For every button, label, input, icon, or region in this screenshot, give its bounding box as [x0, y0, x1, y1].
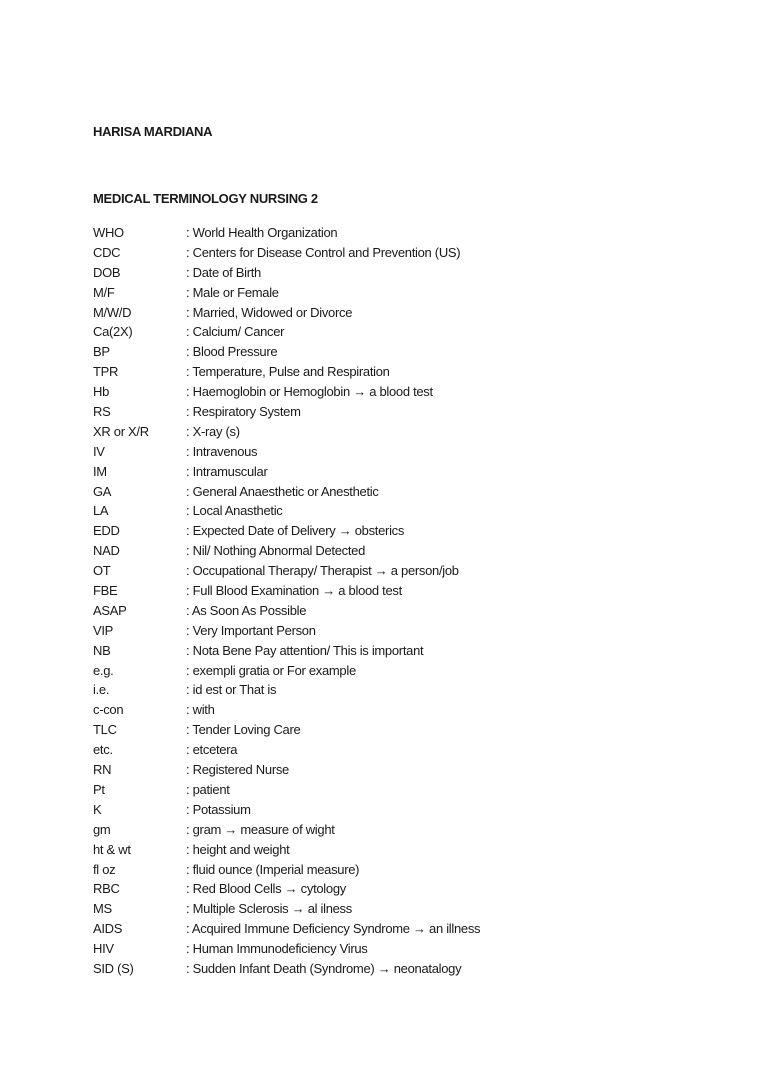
term-abbreviation: DOB — [93, 264, 121, 280]
term-definition: : Registered Nurse — [186, 762, 289, 778]
term-abbreviation: IM — [93, 463, 107, 479]
term-definition: : height and weight — [186, 841, 290, 857]
term-row — [93, 442, 733, 462]
term-abbreviation: TLC — [93, 722, 117, 738]
term-row — [93, 422, 733, 442]
term-definition: : etcetera — [186, 742, 238, 758]
term-abbreviation: WHO — [93, 225, 124, 240]
term-row — [93, 800, 733, 820]
term-row — [93, 541, 733, 561]
term-row — [93, 820, 733, 840]
term-abbreviation: EDD — [93, 523, 120, 539]
author-name: HARISA MARDIANA — [93, 124, 213, 139]
term-definition: : X-ray (s) — [186, 423, 240, 439]
term-abbreviation: ASAP — [93, 602, 127, 618]
term-abbreviation: M/F — [93, 284, 115, 300]
term-abbreviation: MS — [93, 901, 112, 917]
term-row — [93, 899, 733, 919]
term-row — [93, 303, 733, 323]
term-definition: : Potassium — [186, 801, 251, 817]
term-definition: : Acquired Immune Deficiency Syndrome → an illness — [186, 921, 481, 937]
term-row — [93, 959, 733, 979]
term-abbreviation: Pt — [93, 781, 105, 797]
term-row — [93, 283, 733, 303]
term-abbreviation: RN — [93, 762, 112, 778]
term-definition: : Sudden Infant Death (Syndrome) → neonatalogy — [186, 960, 462, 976]
term-definition: : Full Blood Examination → a blood test — [186, 583, 402, 599]
term-row — [93, 740, 733, 760]
term-abbreviation: Ca(2X) — [93, 324, 133, 340]
term-definition: : fluid ounce (Imperial measure) — [186, 861, 360, 877]
term-abbreviation: RS — [93, 404, 111, 420]
term-definition: : Married, Widowed or Divorce — [186, 304, 353, 320]
term-abbreviation: fl oz — [93, 861, 116, 877]
term-row — [93, 382, 733, 402]
term-row — [93, 501, 733, 521]
term-row — [93, 342, 733, 362]
term-abbreviation: OT — [93, 563, 111, 579]
term-definition: : Very Important Person — [186, 622, 316, 638]
term-row — [93, 243, 733, 263]
term-abbreviation: BP — [93, 344, 110, 360]
term-abbreviation: HIV — [93, 941, 114, 957]
term-definition: : with — [186, 702, 215, 718]
term-abbreviation: CDC — [93, 244, 121, 260]
term-definition: : Temperature, Pulse and Respiration — [186, 364, 390, 380]
term-row — [93, 402, 733, 422]
term-row — [93, 621, 733, 641]
term-row — [93, 581, 733, 601]
term-row — [93, 700, 733, 720]
term-row — [93, 760, 733, 780]
term-definition: : Haemoglobin or Hemoglobin → a blood test — [186, 384, 433, 400]
term-definition: : Nil/ Nothing Abnormal Detected — [186, 543, 365, 559]
term-abbreviation: e.g. — [93, 662, 114, 678]
term-abbreviation: i.e. — [93, 682, 110, 698]
term-row — [93, 680, 733, 700]
term-abbreviation: XR or X/R — [93, 423, 149, 439]
term-row — [93, 860, 733, 880]
term-row — [93, 521, 733, 541]
term-abbreviation: gm — [93, 821, 111, 837]
term-definition: : Multiple Sclerosis → al ilness — [186, 901, 352, 917]
term-row — [93, 322, 733, 342]
term-definition: : gram → measure of wight — [186, 821, 335, 837]
term-row — [93, 223, 733, 243]
term-abbreviation: Hb — [93, 384, 110, 400]
term-abbreviation: SID (S) — [93, 960, 134, 976]
term-abbreviation: K — [93, 801, 102, 817]
term-definition: : id est or That is — [186, 682, 277, 698]
term-definition: : Blood Pressure — [186, 344, 278, 360]
term-abbreviation: FBE — [93, 583, 118, 599]
document-title: MEDICAL TERMINOLOGY NURSING 2 — [93, 191, 318, 206]
term-row — [93, 661, 733, 681]
term-definition: : Red Blood Cells → cytology — [186, 881, 346, 897]
term-row — [93, 362, 733, 382]
term-definition: : Respiratory System — [186, 404, 301, 420]
term-abbreviation: etc. — [93, 742, 113, 758]
term-abbreviation: GA — [93, 483, 112, 499]
term-abbreviation: ht & wt — [93, 841, 131, 857]
term-definition: : exempli gratia or For example — [186, 662, 356, 678]
term-definition: : Intramuscular — [186, 463, 268, 479]
term-definition: : Calcium/ Cancer — [186, 324, 285, 340]
term-definition: : Nota Bene Pay attention/ This is important — [186, 642, 424, 658]
term-abbreviation: M/W/D — [93, 304, 132, 320]
term-row — [93, 482, 733, 502]
term-definition: : Human Immunodeficiency Virus — [186, 941, 368, 957]
term-abbreviation: LA — [93, 503, 109, 519]
term-row — [93, 601, 733, 621]
term-definition: : Local Anasthetic — [186, 503, 283, 519]
term-row — [93, 840, 733, 860]
term-definition: : Tender Loving Care — [186, 722, 301, 738]
term-definition: : Male or Female — [186, 284, 279, 300]
term-row — [93, 939, 733, 959]
term-row — [93, 879, 733, 899]
term-definition: : Centers for Disease Control and Prevention (US) — [186, 244, 461, 260]
term-row — [93, 462, 733, 482]
term-abbreviation: c-con — [93, 702, 124, 718]
term-definition: : Intravenous — [186, 443, 258, 459]
term-row — [93, 561, 733, 581]
term-abbreviation: NB — [93, 642, 111, 658]
term-row — [93, 641, 733, 661]
term-definition: : patient — [186, 781, 230, 797]
term-abbreviation: RBC — [93, 881, 120, 897]
term-definition: : Occupational Therapy/ Therapist → a person/job — [186, 563, 459, 579]
term-definition: : As Soon As Possible — [186, 602, 307, 618]
term-abbreviation: TPR — [93, 364, 119, 380]
term-row — [93, 919, 733, 939]
term-definition: : World Health Organization — [186, 225, 338, 240]
term-abbreviation: NAD — [93, 543, 120, 559]
term-definition: : General Anaesthetic or Anesthetic — [186, 483, 379, 499]
terminology-list — [93, 223, 733, 979]
term-definition: : Date of Birth — [186, 264, 261, 280]
term-abbreviation: AIDS — [93, 921, 123, 937]
term-abbreviation: VIP — [93, 622, 114, 638]
term-row — [93, 780, 733, 800]
term-row — [93, 263, 733, 283]
term-row — [93, 720, 733, 740]
term-abbreviation: IV — [93, 443, 105, 459]
term-definition: : Expected Date of Delivery → obsterics — [186, 523, 405, 539]
